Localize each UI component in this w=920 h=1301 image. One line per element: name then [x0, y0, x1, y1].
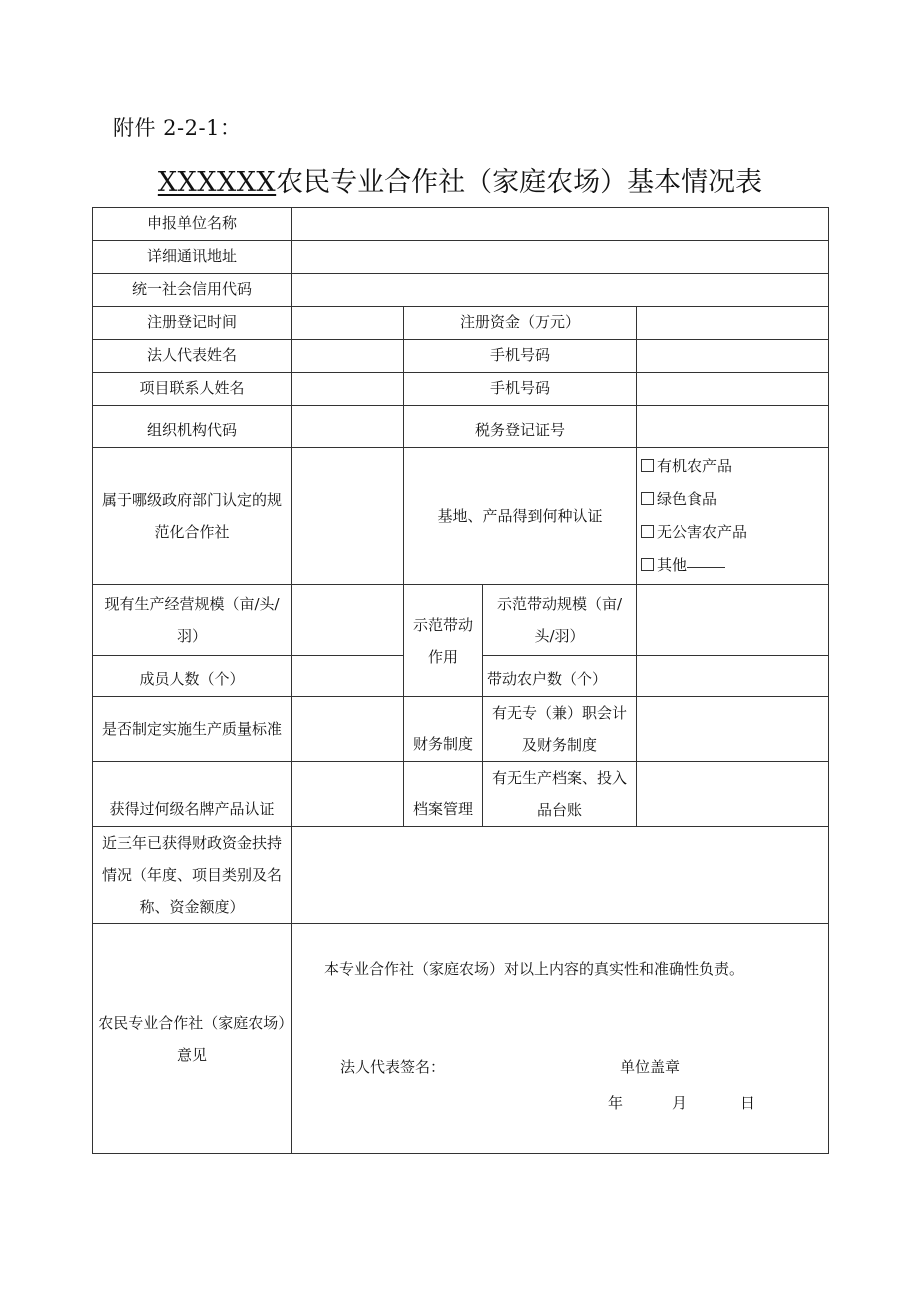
label-legal-rep-name: 法人代表姓名: [93, 340, 292, 373]
label-demo-scale: 示范带动规模（亩/头/羽）: [483, 585, 637, 656]
label-credit-code: 统一社会信用代码: [93, 274, 292, 307]
date-line: [608, 1088, 755, 1118]
field-demo-scale[interactable]: [637, 585, 829, 656]
label-finance-system: 财务制度: [404, 697, 483, 762]
label-brand-cert: 获得过何级名牌产品认证: [93, 762, 292, 827]
field-address[interactable]: [292, 241, 829, 274]
field-phone-2[interactable]: [637, 373, 829, 406]
form-title: [92, 160, 828, 199]
field-brand-cert[interactable]: [292, 762, 404, 827]
field-reg-capital[interactable]: [637, 307, 829, 340]
declaration-statement: 本专业合作社（家庭农场）对以上内容的真实性和准确性负责。: [324, 960, 745, 978]
cert-option-other[interactable]: [641, 549, 824, 582]
label-reg-time: 注册登记时间: [93, 307, 292, 340]
field-household-count[interactable]: [637, 656, 829, 697]
checkbox-icon[interactable]: [641, 459, 654, 472]
field-reg-time[interactable]: [292, 307, 404, 340]
cert-option-label: 有机农产品: [657, 457, 733, 475]
label-quality-standard: 是否制定实施生产质量标准: [93, 697, 292, 762]
label-member-count: 成员人数（个）: [93, 656, 292, 697]
label-opinion: 农民专业合作社（家庭农场）意见: [93, 924, 292, 1154]
field-member-count[interactable]: [292, 656, 404, 697]
date-year: 年: [608, 1094, 624, 1112]
checkbox-icon[interactable]: [641, 492, 654, 505]
field-tax-reg-no[interactable]: [637, 406, 829, 448]
label-archive-mgmt: 档案管理: [404, 762, 483, 827]
title-placeholder: XXXXXX: [157, 167, 277, 198]
title-text: 农民专业合作社（家庭农场）基本情况表: [276, 167, 763, 198]
basic-info-table: [92, 207, 829, 1154]
label-household-count: 带动农户数（个）: [483, 656, 637, 697]
label-certification: 基地、产品得到何种认证: [404, 448, 637, 585]
cert-option-green[interactable]: [641, 483, 824, 516]
checkbox-icon[interactable]: [641, 525, 654, 538]
date-day: 日: [740, 1094, 756, 1112]
label-demo-role: 示范带动作用: [404, 585, 483, 697]
label-contact-name: 项目联系人姓名: [93, 373, 292, 406]
cert-option-pollution-free[interactable]: [641, 516, 824, 549]
label-reg-capital: 注册资金（万元）: [404, 307, 637, 340]
opinion-cell: [292, 924, 829, 1154]
cert-option-organic[interactable]: [641, 450, 824, 483]
cert-option-label: 其他: [657, 556, 688, 574]
label-org-code: 组织机构代码: [93, 406, 292, 448]
label-production-scale: 现有生产经营规模（亩/头/羽）: [93, 585, 292, 656]
field-funding-history[interactable]: [292, 827, 829, 924]
field-contact-name[interactable]: [292, 373, 404, 406]
date-month: 月: [672, 1094, 688, 1112]
field-archive-detail[interactable]: [637, 762, 829, 827]
field-org-code[interactable]: [292, 406, 404, 448]
field-finance-detail[interactable]: [637, 697, 829, 762]
field-production-scale[interactable]: [292, 585, 404, 656]
seal-label: 单位盖章: [620, 1058, 681, 1076]
label-tax-reg-no: 税务登记证号: [404, 406, 637, 448]
label-phone-1: 手机号码: [404, 340, 637, 373]
label-phone-2: 手机号码: [404, 373, 637, 406]
cert-option-label: 绿色食品: [657, 490, 718, 508]
label-standard-coop: 属于哪级政府部门认定的规范化合作社: [93, 448, 292, 585]
signature-label: 法人代表签名：: [340, 1058, 446, 1076]
label-unit-name: 申报单位名称: [93, 208, 292, 241]
field-phone-1[interactable]: [637, 340, 829, 373]
label-address: 详细通讯地址: [93, 241, 292, 274]
attachment-label: 附件 2-2-1：: [113, 116, 242, 140]
cert-option-label: 无公害农产品: [657, 523, 748, 541]
field-standard-coop[interactable]: [292, 448, 404, 585]
field-legal-rep-name[interactable]: [292, 340, 404, 373]
field-unit-name[interactable]: [292, 208, 829, 241]
label-finance-detail: 有无专（兼）职会计及财务制度: [483, 697, 637, 762]
label-archive-detail: 有无生产档案、投入品台账: [483, 762, 637, 827]
label-funding-history: 近三年已获得财政资金扶持情况（年度、项目类别及名称、资金额度）: [93, 827, 292, 924]
other-blank-line[interactable]: [687, 567, 725, 568]
field-credit-code[interactable]: [292, 274, 829, 307]
field-quality-standard[interactable]: [292, 697, 404, 762]
cert-options: [637, 448, 829, 585]
checkbox-icon[interactable]: [641, 558, 654, 571]
